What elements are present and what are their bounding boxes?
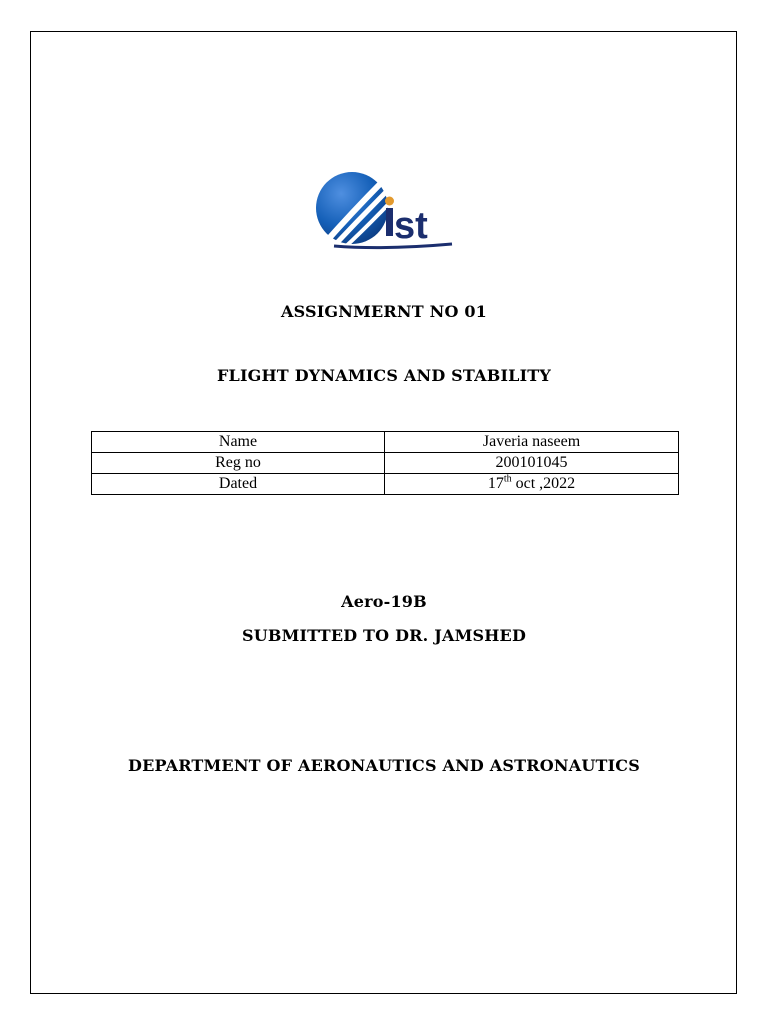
table-row xyxy=(92,432,679,453)
dated-value xyxy=(385,474,679,495)
name-value: Javeria naseem xyxy=(385,432,679,453)
table-row xyxy=(92,453,679,474)
underline-swoosh xyxy=(334,244,452,248)
section-label: Aero-19B xyxy=(341,592,427,611)
letter-i-dot xyxy=(385,197,394,206)
submitted-to: SUBMITTED TO DR. JAMSHED xyxy=(241,626,527,645)
table-row xyxy=(92,474,679,495)
course-title: FLIGHT DYNAMICS AND STABILITY xyxy=(216,366,552,385)
info-table xyxy=(91,431,679,495)
ist-logo xyxy=(314,162,456,258)
assignment-title: ASSIGNMERNT NO 01 xyxy=(280,302,488,321)
dated-day: 17 xyxy=(487,475,504,492)
ist-logo-graphic xyxy=(314,162,456,258)
letter-i-stem xyxy=(386,208,393,236)
logo-text-st: st xyxy=(394,205,428,247)
reg-no-label: Reg no xyxy=(92,453,385,474)
dated-day-suffix: th xyxy=(503,473,512,485)
dated-label: Dated xyxy=(92,474,385,495)
reg-no-value: 200101045 xyxy=(385,453,679,474)
department-name: DEPARTMENT OF AERONAUTICS AND ASTRONAUTICS xyxy=(128,756,640,775)
name-label: Name xyxy=(92,432,385,453)
dated-month-year: oct ,2022 xyxy=(511,475,576,492)
